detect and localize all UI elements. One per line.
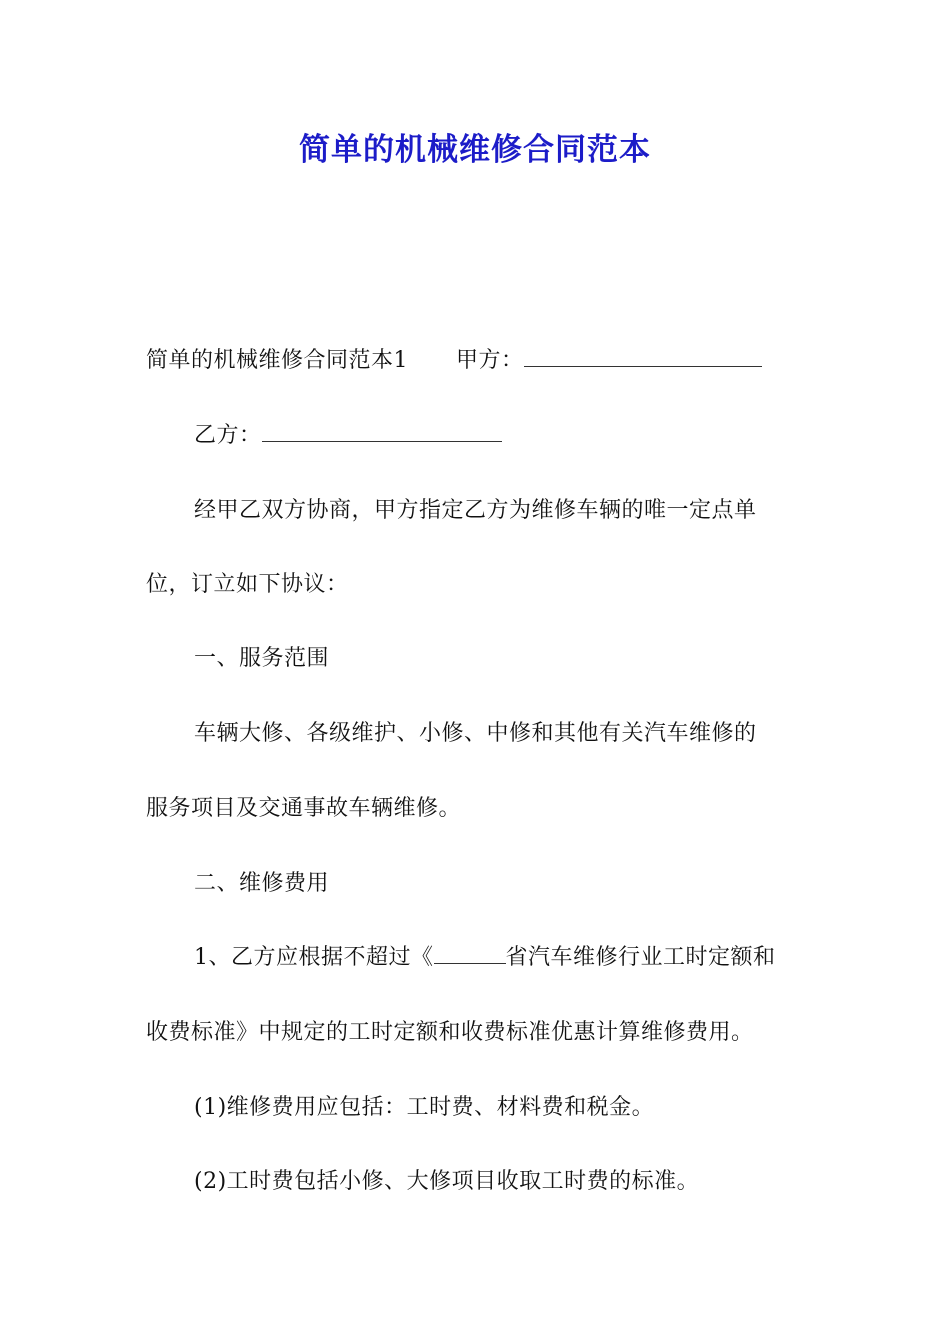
- clause-1-suffix: 省汽车维修行业工时定额和: [505, 945, 776, 970]
- section-2-title: 二、维修费用: [194, 871, 330, 896]
- intro-line-2: 位，订立如下协议：: [146, 572, 349, 597]
- party-b-label: 乙方：: [194, 423, 262, 448]
- clause-1-prefix: 1、乙方应根据不超过《: [194, 945, 434, 970]
- contract-heading: 简单的机械维修合同范本1: [146, 348, 408, 373]
- party-b-line: [194, 420, 816, 452]
- intro-line-1: 经甲乙双方协商，甲方指定乙方为维修车辆的唯一定点单: [194, 498, 757, 523]
- province-blank: [434, 945, 506, 964]
- party-a-blank: [524, 348, 762, 367]
- document-title: 简单的机械维修合同范本: [299, 132, 651, 168]
- party-b-blank: [262, 423, 502, 442]
- item-1: (1)维修费用应包括：工时费、材料费和税金。: [194, 1095, 655, 1120]
- heading-party-a-line: [146, 345, 816, 377]
- section-1-title: 一、服务范围: [194, 646, 330, 671]
- clause-1-line-1: [194, 942, 816, 974]
- party-a-label: 甲方：: [456, 348, 524, 373]
- section-1-line-1: 车辆大修、各级维护、小修、中修和其他有关汽车维修的: [194, 721, 757, 746]
- item-2: (2)工时费包括小修、大修项目收取工时费的标准。: [194, 1169, 700, 1194]
- section-1-line-2: 服务项目及交通事故车辆维修。: [146, 796, 462, 821]
- clause-1-line-2: 收费标准》中规定的工时定额和收费标准优惠计算维修费用。: [146, 1020, 754, 1045]
